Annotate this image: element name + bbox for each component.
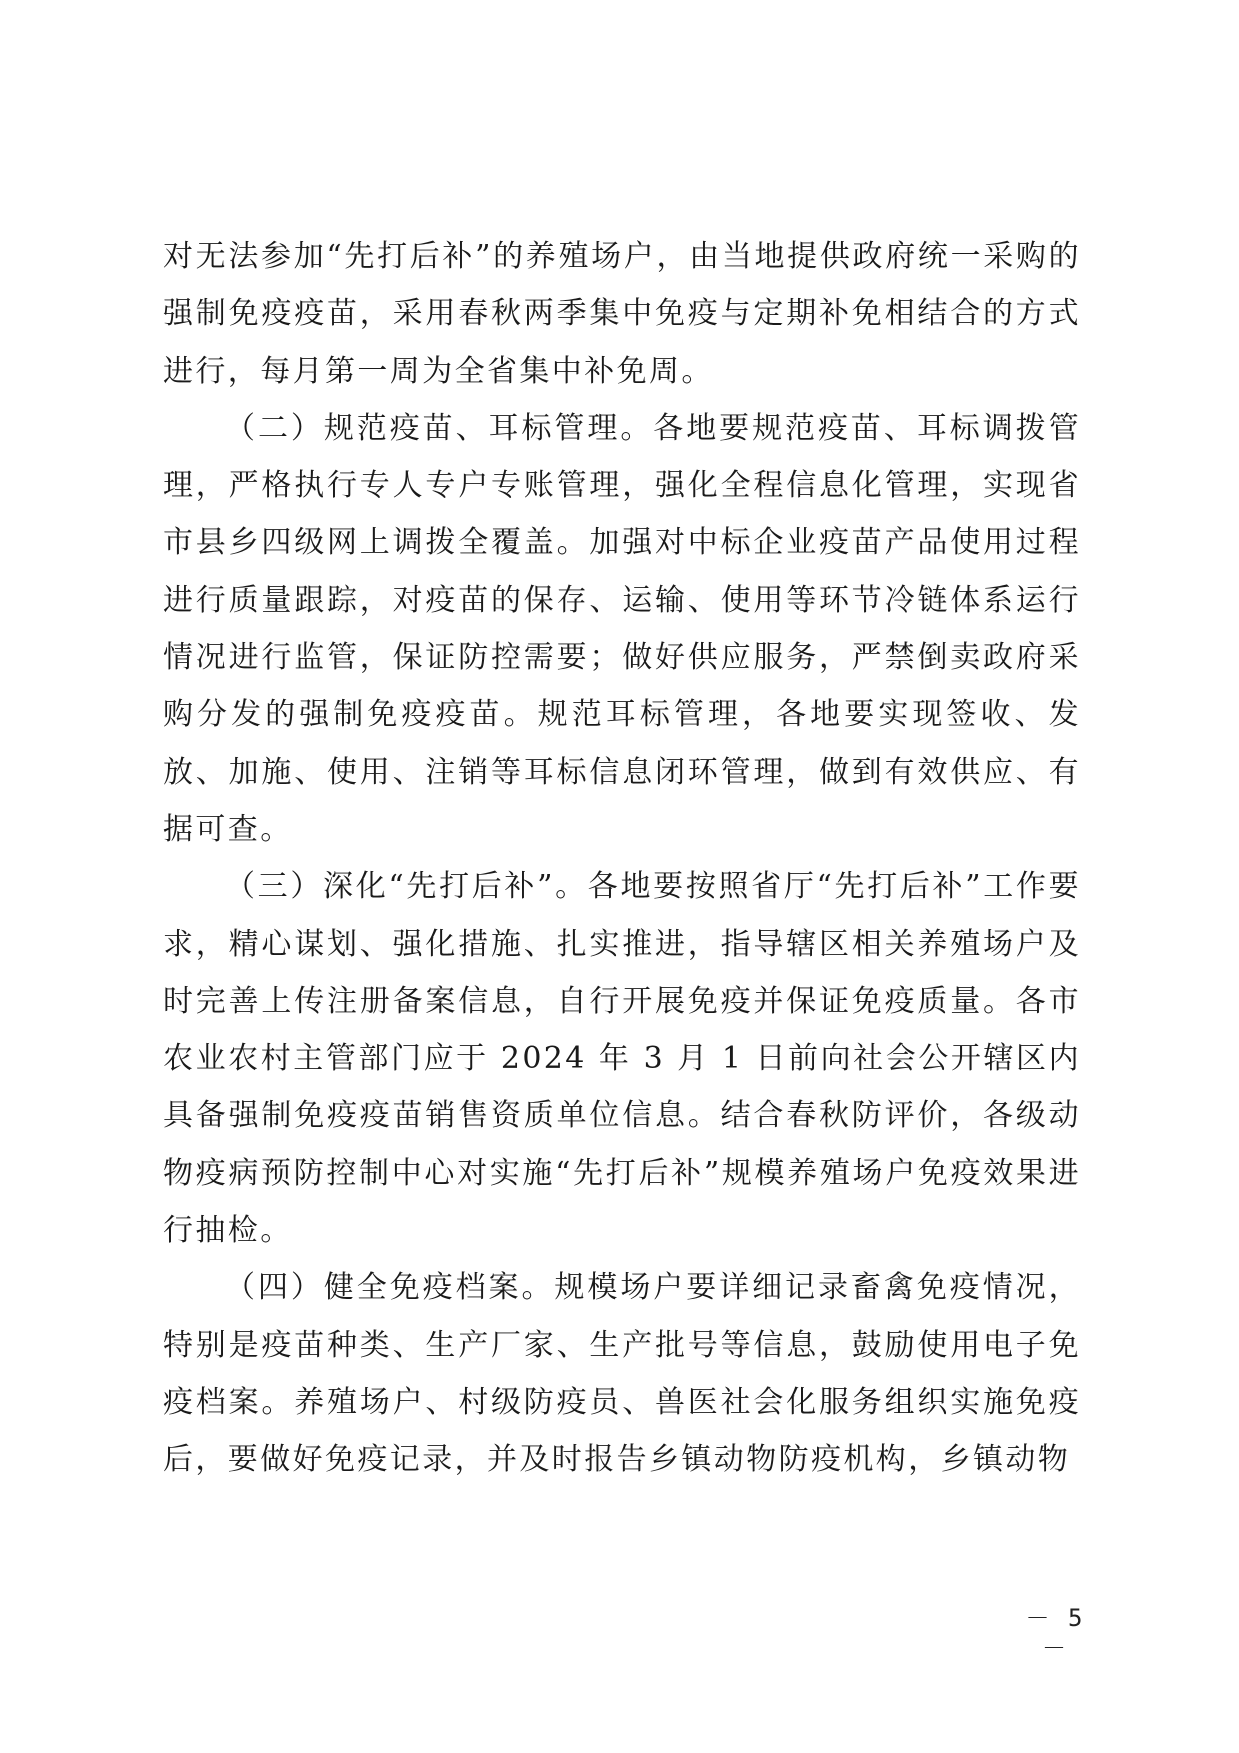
page-number: － 5 －	[1025, 1604, 1085, 1662]
paragraph-vaccine-eartag-management: （二）规范疫苗、耳标管理。各地要规范疫苗、耳标调拨管理，严格执行专人专户专账管理，强化全程信息化管理，实现省市县乡四级网上调拨全覆盖。加强对中标企业疫苗产品使用过程进行质量跟踪，对疫苗的保存、运输、使用等环节冷链体系运行情况进行监管，保证防控需要；做好供应服务，严禁倒卖政府采购分发的强制免疫疫苗。规范耳标管理，各地要实现签收、发放、加施、使用、注销等耳标信息闭环管理，做到有效供应、有据可查。	[163, 410, 1081, 847]
document-body	[163, 228, 1081, 1489]
paragraph-continuation: 对无法参加“先打后补”的养殖场户，由当地提供政府统一采购的强制免疫疫苗，采用春秋两季集中免疫与定期补免相结合的方式进行，每月第一周为全省集中补免周。	[163, 239, 1081, 389]
paragraph-deepen-first-vaccinate-then-subsidize: （三）深化“先打后补”。各地要按照省厅“先打后补”工作要求，精心谋划、强化措施、扎实推进，指导辖区相关养殖场户及时完善上传注册备案信息，自行开展免疫并保证免疫质量。各市农业农村主管部门应于 2024 年 3 月 1 日前向社会公开辖区内具备强制免疫疫苗销售资质单位信息。结合春秋防评价，各级动物疫病预防控制中心对实施“先打后补”规模养殖场户免疫效果进行抽检。	[163, 869, 1081, 1249]
paragraph-immunization-records: （四）健全免疫档案。规模场户要详细记录畜禽免疫情况，特别是疫苗种类、生产厂家、生产批号等信息，鼓励使用电子免疫档案。养殖场户、村级防疫员、兽医社会化服务组织实施免疫后，要做好免疫记录，并及时报告乡镇动物防疫机构，乡镇动物	[163, 1270, 1081, 1478]
